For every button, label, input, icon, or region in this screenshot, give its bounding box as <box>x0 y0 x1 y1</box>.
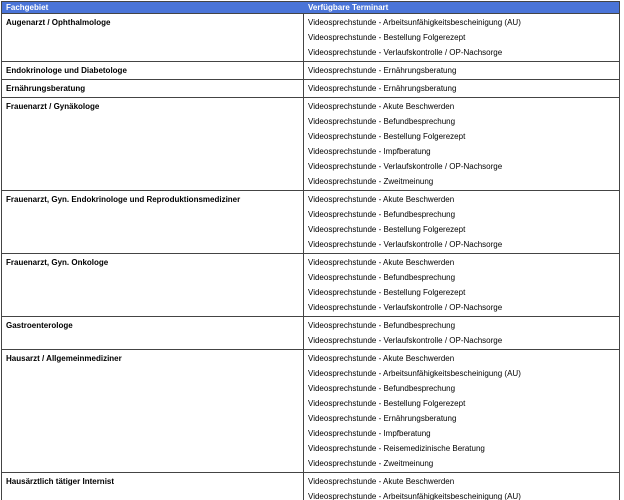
table-row <box>2 97 619 190</box>
appointment-type: Videosprechstunde - Verlaufskontrolle / OP-Nachsorge <box>308 48 503 57</box>
specialty-label: Frauenarzt, Gyn. Onkologe <box>6 258 109 267</box>
appointment-type: Videosprechstunde - Zweitmeinung <box>308 177 434 186</box>
specialty-label: Frauenarzt / Gynäkologe <box>6 102 100 111</box>
appointments-cell <box>304 98 619 190</box>
appointment-type: Videosprechstunde - Akute Beschwerden <box>308 195 455 204</box>
appointment-type: Videosprechstunde - Bestellung Folgerezept <box>308 132 466 141</box>
specialty-cell <box>2 62 304 79</box>
column-header-terminart: Verfügbare Terminart <box>308 2 389 12</box>
specialty-cell <box>2 254 304 316</box>
appointments-cell <box>304 317 619 349</box>
table-row <box>2 14 619 61</box>
appointment-type: Videosprechstunde - Arbeitsunfähigkeitsbescheinigung (AU) <box>308 492 521 500</box>
appointments-cell <box>304 350 619 472</box>
appointment-type: Videosprechstunde - Befundbesprechung <box>308 117 456 126</box>
appointment-type: Videosprechstunde - Akute Beschwerden <box>308 102 455 111</box>
specialty-label: Hausarzt / Allgemeinmediziner <box>6 354 122 363</box>
specialty-label: Hausärztlich tätiger Internist <box>6 477 115 486</box>
appointments-cell <box>304 473 619 500</box>
appointment-type: Videosprechstunde - Bestellung Folgerezept <box>308 225 466 234</box>
appointment-type: Videosprechstunde - Ernährungsberatung <box>308 84 457 93</box>
table-row <box>2 190 619 253</box>
appointment-type: Videosprechstunde - Impfberatung <box>308 429 431 438</box>
specialty-cell <box>2 98 304 190</box>
appointment-types-table <box>1 1 620 500</box>
specialty-label: Augenarzt / Ophthalmologe <box>6 18 111 27</box>
appointment-type: Videosprechstunde - Reisemedizinische Beratung <box>308 444 485 453</box>
table-row <box>2 349 619 472</box>
appointments-cell <box>304 191 619 253</box>
specialty-label: Gastroenterologe <box>6 321 73 330</box>
appointment-type: Videosprechstunde - Arbeitsunfähigkeitsbescheinigung (AU) <box>308 18 521 27</box>
appointment-type: Videosprechstunde - Befundbesprechung <box>308 273 456 282</box>
table-row <box>2 253 619 316</box>
table-row <box>2 472 619 500</box>
appointment-type: Videosprechstunde - Ernährungsberatung <box>308 414 457 423</box>
appointments-cell <box>304 14 619 61</box>
appointment-type: Videosprechstunde - Arbeitsunfähigkeitsbescheinigung (AU) <box>308 369 521 378</box>
appointments-cell <box>304 254 619 316</box>
table-header-row <box>2 2 619 14</box>
appointment-type: Videosprechstunde - Befundbesprechung <box>308 384 456 393</box>
appointment-type: Videosprechstunde - Ernährungsberatung <box>308 66 457 75</box>
table-row <box>2 79 619 97</box>
table-row <box>2 61 619 79</box>
specialty-cell <box>2 191 304 253</box>
appointment-type: Videosprechstunde - Verlaufskontrolle / OP-Nachsorge <box>308 240 503 249</box>
specialty-label: Frauenarzt, Gyn. Endokrinologe und Reproduktionsmediziner <box>6 195 241 204</box>
specialty-cell <box>2 80 304 97</box>
specialty-label: Endokrinologe und Diabetologe <box>6 66 127 75</box>
appointments-cell <box>304 80 619 97</box>
appointment-type: Videosprechstunde - Impfberatung <box>308 147 431 156</box>
appointment-type: Videosprechstunde - Akute Beschwerden <box>308 354 455 363</box>
column-header-fachgebiet: Fachgebiet <box>6 2 49 12</box>
specialty-cell <box>2 317 304 349</box>
appointment-type: Videosprechstunde - Befundbesprechung <box>308 210 456 219</box>
appointment-type: Videosprechstunde - Verlaufskontrolle / OP-Nachsorge <box>308 162 503 171</box>
appointment-type: Videosprechstunde - Befundbesprechung <box>308 321 456 330</box>
appointment-type: Videosprechstunde - Akute Beschwerden <box>308 477 455 486</box>
table-body <box>2 14 619 500</box>
table-row <box>2 316 619 349</box>
appointment-type: Videosprechstunde - Bestellung Folgerezept <box>308 399 466 408</box>
appointment-type: Videosprechstunde - Zweitmeinung <box>308 459 434 468</box>
appointment-type: Videosprechstunde - Verlaufskontrolle / OP-Nachsorge <box>308 303 503 312</box>
specialty-label: Ernährungsberatung <box>6 84 86 93</box>
appointment-type: Videosprechstunde - Bestellung Folgerezept <box>308 33 466 42</box>
appointment-type: Videosprechstunde - Akute Beschwerden <box>308 258 455 267</box>
specialty-cell <box>2 473 304 500</box>
appointment-type: Videosprechstunde - Bestellung Folgerezept <box>308 288 466 297</box>
specialty-cell <box>2 14 304 61</box>
appointments-cell <box>304 62 619 79</box>
specialty-cell <box>2 350 304 472</box>
appointment-type: Videosprechstunde - Verlaufskontrolle / OP-Nachsorge <box>308 336 503 345</box>
